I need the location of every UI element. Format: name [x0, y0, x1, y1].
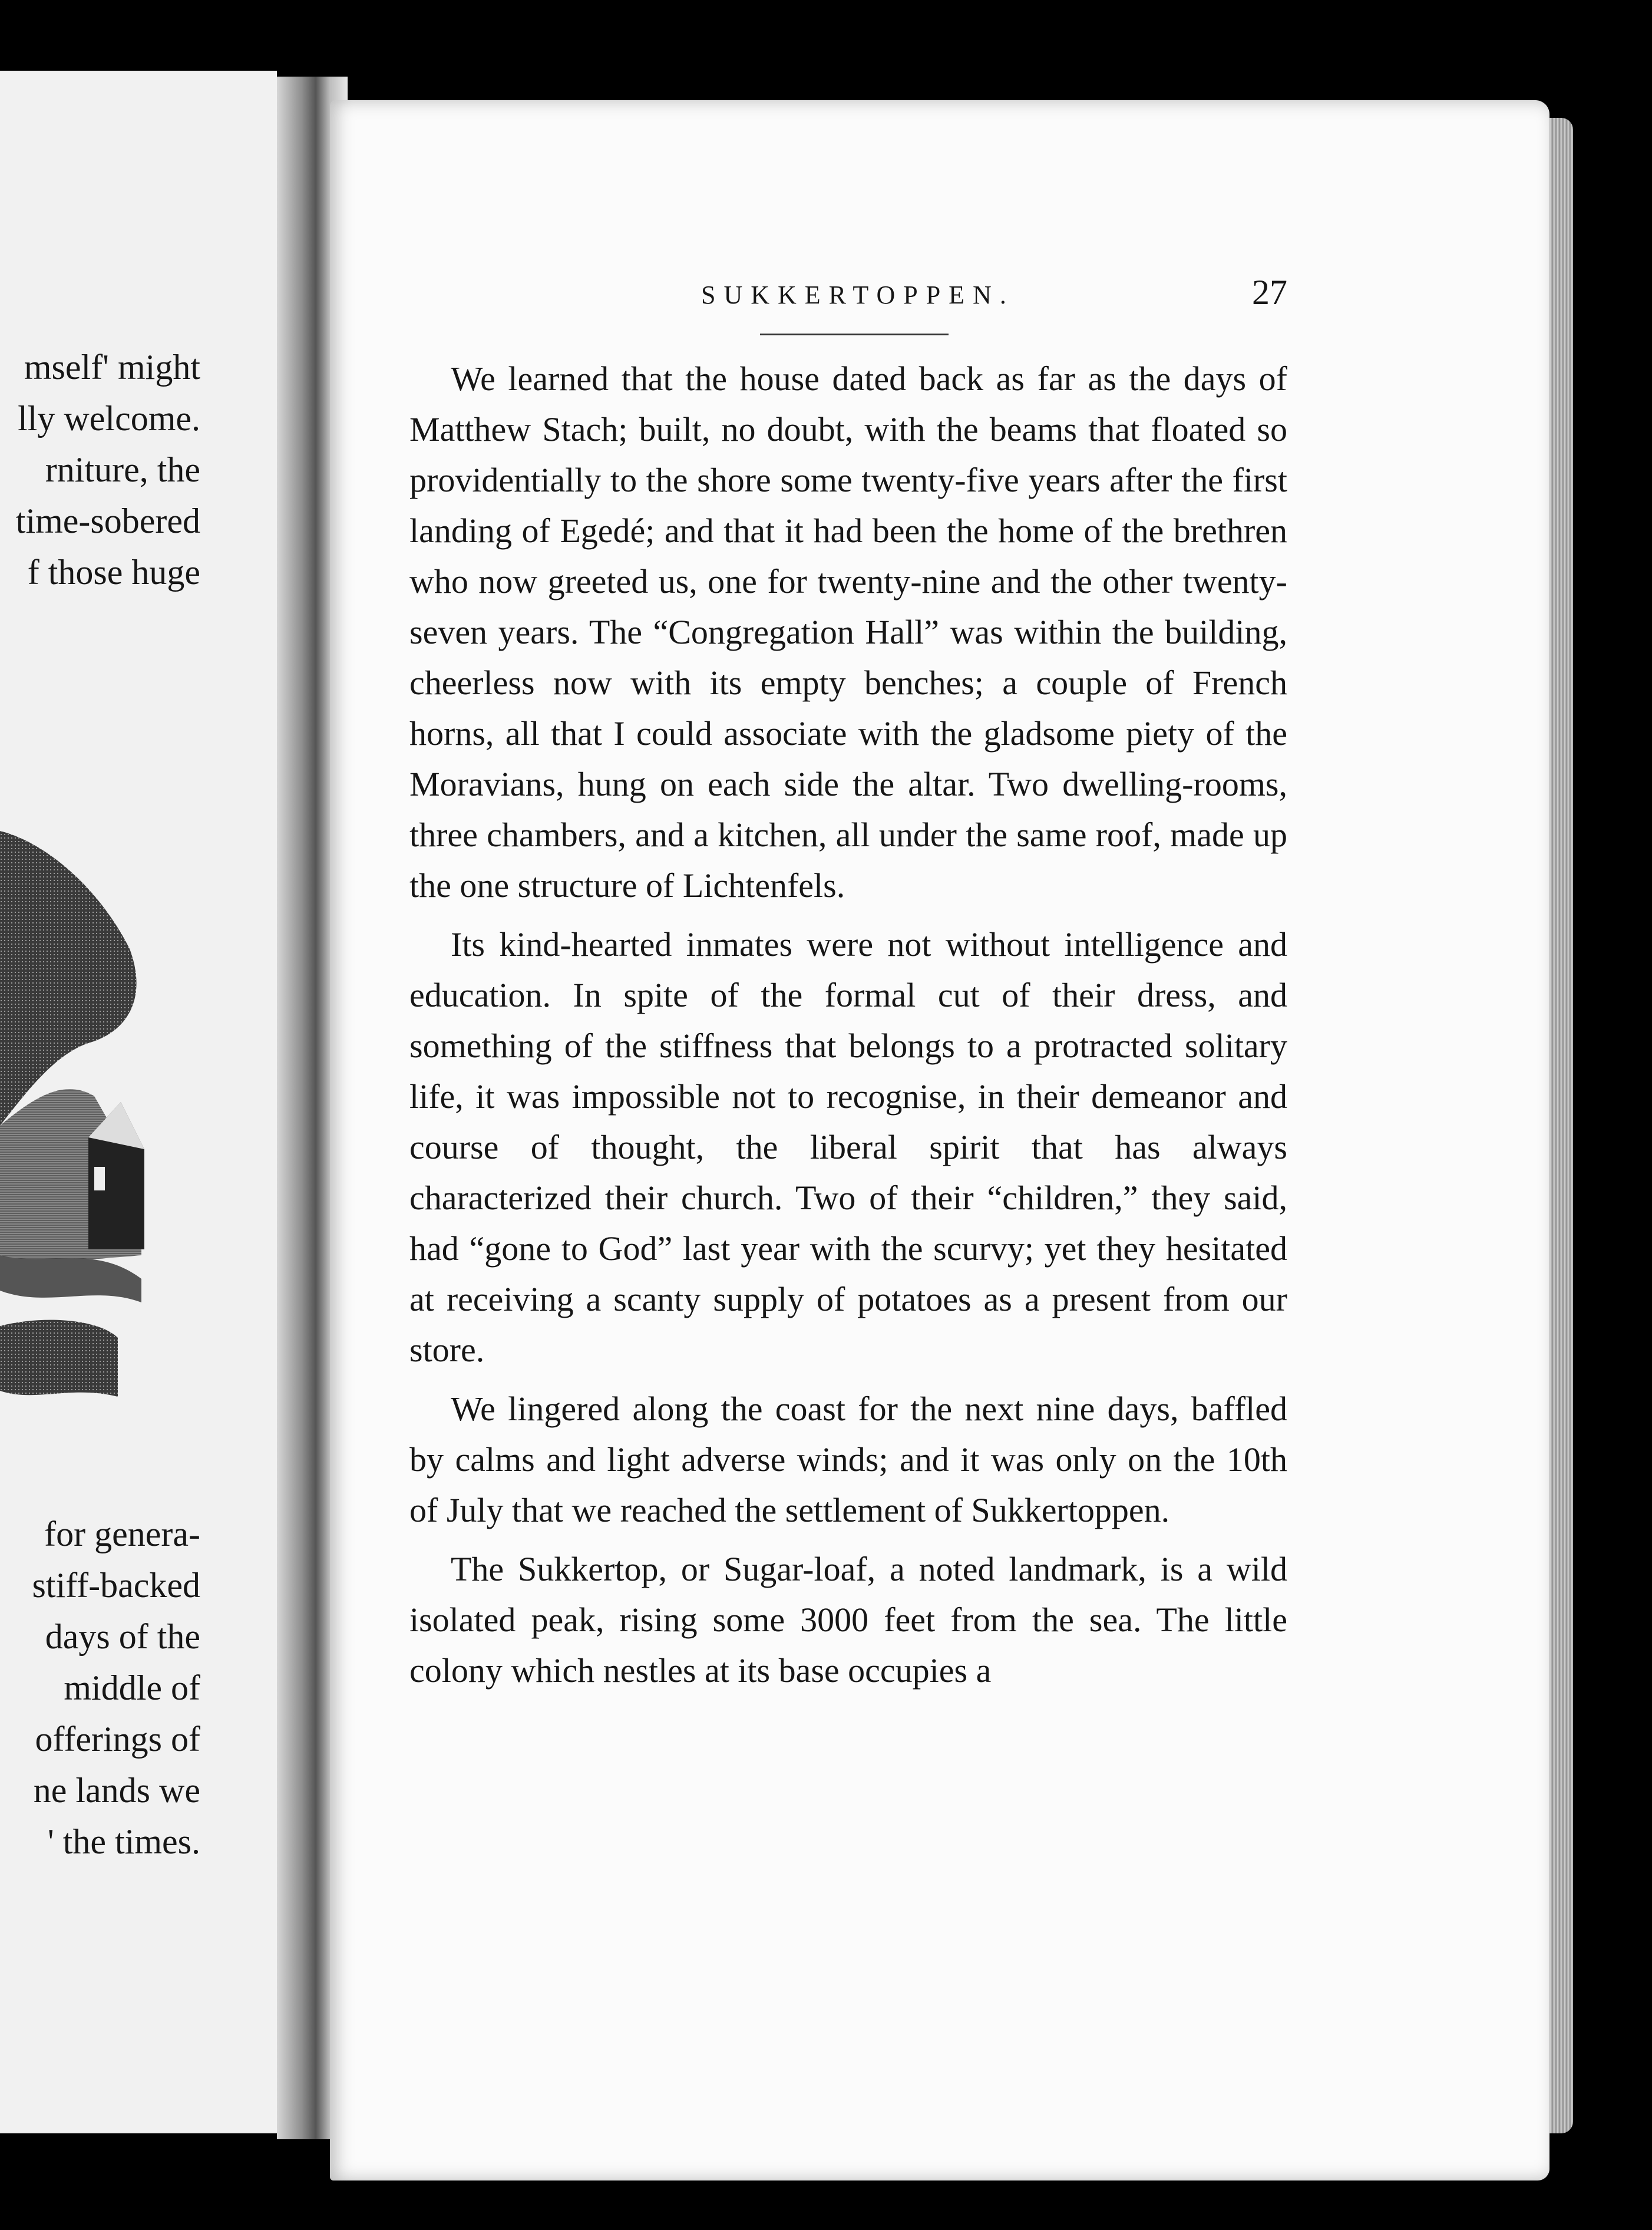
paragraph: We learned that the house dated back as far as the days of Matthew Stach; built, no doubt, with the beams that floated so providentially to the shore some twenty-five years after the first landing of Egedé; and that it had been the home of the brethren who now greeted us, one for twenty-nine and the other twenty-seven years. The “Congregation Hall” was within the building, cheerless now with its empty benches; a couple of French horns, all that I could associate with the gladsome piety of the Moravians, hung on each side the altar. Two dwelling-rooms, three chambers, and a kitchen, all under the same roof, made up the one structure of Lichtenfels. — [409, 359, 1287, 905]
page-number: 27 — [1252, 273, 1287, 312]
left-line: days of the — [45, 1617, 200, 1656]
left-line: ' the times. — [47, 1822, 200, 1861]
paragraph: Its kind-hearted inmates were not without intelligence and education. In spite of the formal cut of their dress, and something of the stiffness that belongs to a protracted solitary life, it was impossible not to recognise, in their demeanor and course of thought, the liberal spirit that has always characterized their church. Two of their “children,” they said, had “gone to God” last year with the scurvy; yet they hesitated at receiving a scanty supply of potatoes as a present from our store. — [409, 925, 1287, 1369]
left-page-top-text — [16, 342, 200, 598]
left-line: offerings of — [35, 1720, 200, 1759]
header-rule — [760, 334, 949, 335]
body-text — [409, 354, 1287, 1704]
left-line: stiff-backed — [32, 1566, 200, 1605]
left-line: lly welcome. — [18, 399, 200, 438]
left-page-bottom-text — [32, 1509, 200, 1868]
left-line: rniture, the — [45, 450, 200, 489]
left-facing-page — [0, 71, 277, 2133]
running-head: SUKKERTOPPEN. — [701, 281, 1015, 309]
engraving-illustration — [0, 819, 153, 1420]
left-line: middle of — [64, 1668, 200, 1707]
paragraph: We lingered along the coast for the next nine days, baffled by calms and light adverse winds; and it was only on the 10th of July that we reached the settlement of Sukkertoppen. — [409, 1390, 1287, 1529]
paragraph: The Sukkertop, or Sugar-loaf, a noted landmark, is a wild isolated peak, rising some 3000 feet from the sea. The little colony which nestles at its base occupies a — [409, 1550, 1287, 1690]
left-line: f those huge — [27, 553, 200, 592]
left-line: mself' might — [24, 348, 200, 387]
left-line: ne lands we — [33, 1771, 200, 1810]
left-line: time-sobered — [15, 502, 200, 540]
left-line: for genera- — [44, 1515, 200, 1553]
